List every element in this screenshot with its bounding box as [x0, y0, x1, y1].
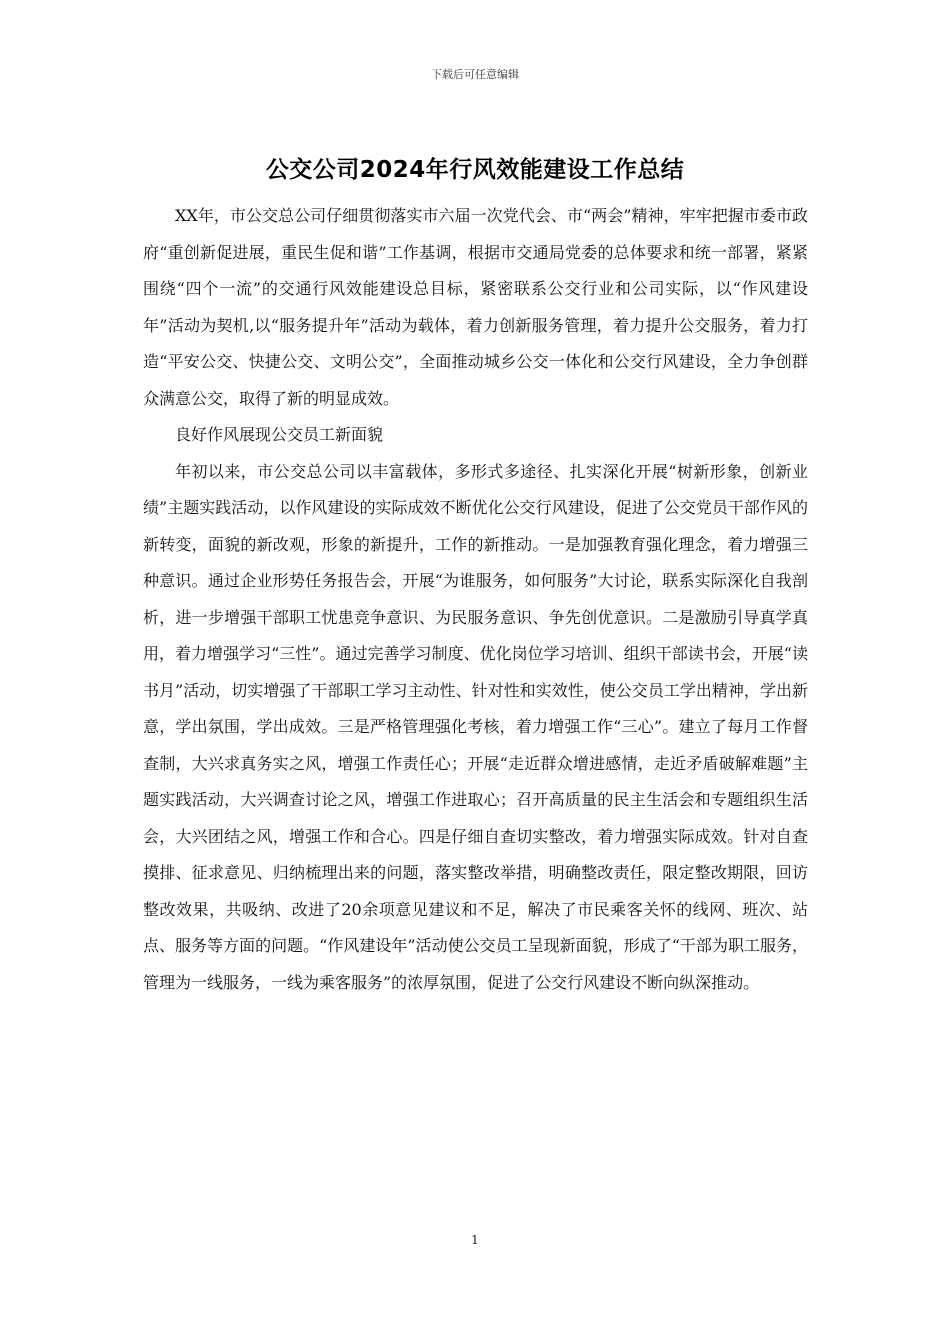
section-heading: 良好作风展现公交员工新面貌 [175, 425, 384, 444]
document-title: 公交公司2024年行风效能建设工作总结 [265, 157, 685, 183]
intro-paragraph: XX年，市公交总公司仔细贯彻落实市六届一次党代会、市“两会”精神，牢牢把握市委市政府“重创新促进展，重民生促和谐”工作基调，根据市交通局党委的总体要求和统一部署，紧紧围绕“四个一流”的交通行风效能建设总目标，紧密联系公交行业和公司实际，以“作风建设年”活动为契机,以“服务提升年”活动为载体，着力创新服务管理，着力提升公交服务，着力打造“平安公交、快捷公交、文明公交”，全面推动城乡公交一体化和公交行风建设，全力争创群众满意公交，取得了新的明显成效。 [143, 206, 808, 408]
section-paragraph: 年初以来，市公交总公司以丰富载体，多形式多途径、扎实深化开展“树新形象，创新业绩”主题实践活动，以作风建设的实际成效不断优化公交行风建设，促进了公交党员干部作风的新转变，面貌的新改观，形象的新提升，工作的新推动。一是加强教育强化理念，着力增强三种意识。通过企业形势任务报告会，开展“为谁服务，如何服务”大讨论，联系实际深化自我剖析，进一步增强干部职工忧患竞争意识、为民服务意识、争先创优意识。二是激励引导真学真用，着力增强学习“三性”。通过完善学习制度、优化岗位学习培训、组织干部读书会，开展“读书月”活动，切实增强了干部职工学习主动性、针对性和实效性，使公交员工学出精神，学出新意，学出氛围，学出成效。三是严格管理强化考核，着力增强工作“三心”。建立了每月工作督查制，大兴求真务实之风，增强工作责任心；开展“走近群众增进感情，走近矛盾破解难题”主题实践活动，大兴调查讨论之风，增强工作进取心；召开高质量的民主生活会和专题组织生活会，大兴团结之风，增强工作和合心。四是仔细自查切实整改，着力增强实际成效。针对自查摸排、征求意见、归纳梳理出来的问题，落实整改举措，明确整改责任，限定整改期限，回访整改效果，共吸纳、改进了20余项意见建议和不足，解决了市民乘客关怀的线网、班次、站点、服务等方面的问题。“作风建设年”活动使公交员工呈现新面貌，形成了“干部为职工服务，管理为一线服务，一线为乘客服务”的浓厚氛围，促进了公交行风建设不断向纵深推动。 [143, 461, 808, 992]
page-number: 1 [471, 1233, 479, 1247]
header-note: 下载后可任意编辑 [431, 68, 519, 81]
document-body [143, 198, 808, 1001]
